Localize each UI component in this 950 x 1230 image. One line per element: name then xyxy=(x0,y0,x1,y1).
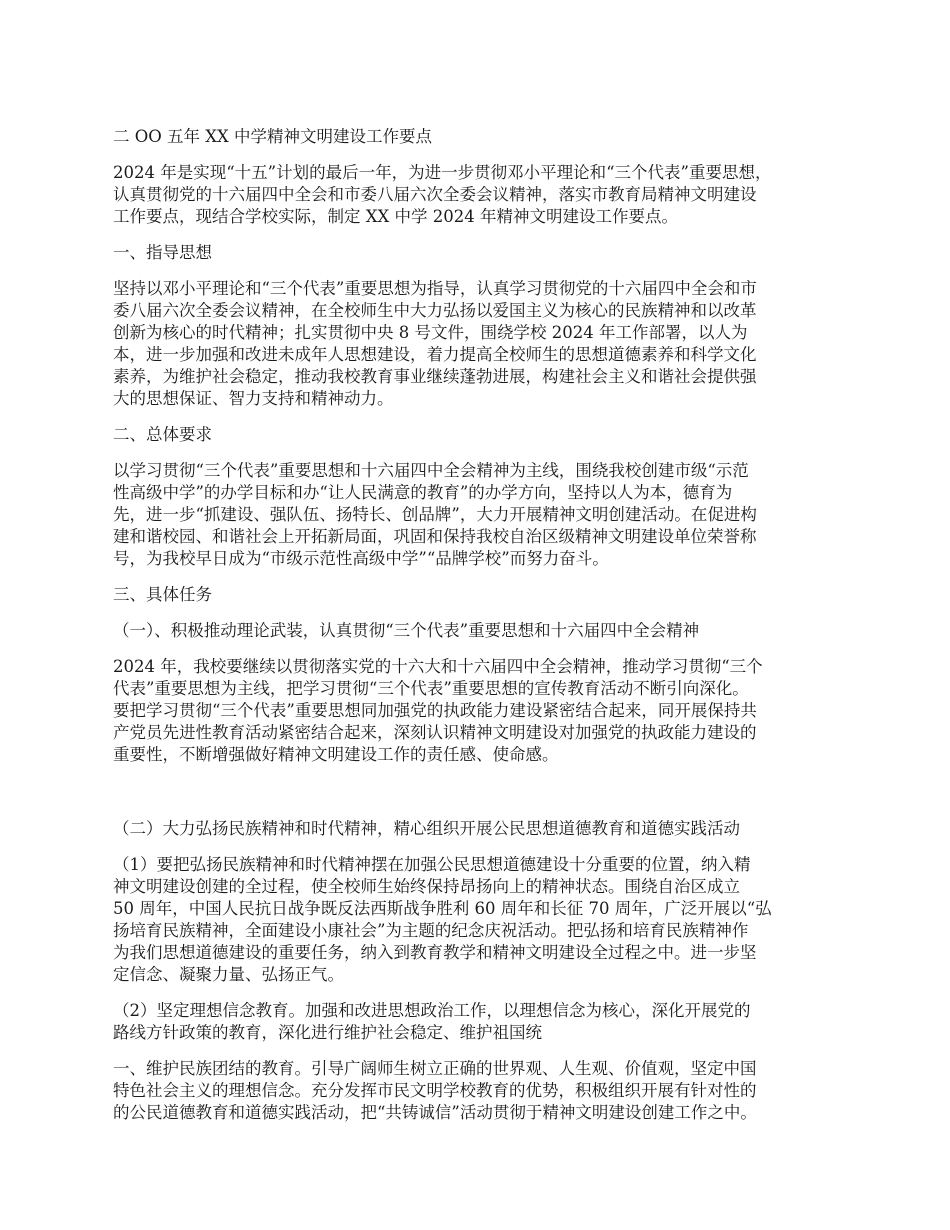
text-line: 重要性，不断增强做好精神文明建设工作的责任感、使命感。 xyxy=(113,745,559,764)
subsection-heading-2: （二）大力弘扬民族精神和时代精神，精心组织开展公民思想道德教育和道德实践活动 xyxy=(113,819,740,838)
text-line: 特色社会主义的理想信念。充分发挥市民文明学校教育的优势，积极组织开展有针对性的 xyxy=(113,1081,757,1100)
subsection-heading-1: （一）、积极推动理论武装，认真贯彻“三个代表”重要思想和十六届四中全会精神 xyxy=(113,621,700,640)
task-1-paragraph xyxy=(113,656,841,766)
section-heading-guiding-thought: 一、指导思想 xyxy=(113,243,212,262)
text-line: 性高级中学”的办学目标和办“让人民满意的教育”的办学方向，坚持以人为本，德育为 xyxy=(113,483,733,502)
text-line: 的公民道德教育和道德实践活动，把“共铸诚信”活动贯彻于精神文明建设创建工作之中。 xyxy=(113,1103,757,1122)
text-line: （1）要把弘扬民族精神和时代精神摆在加强公民思想道德建设十分重要的位置，纳入精 xyxy=(113,855,751,874)
text-line: （2）坚定理想信念教育。加强和改进思想政治工作，以理想信念为核心，深化开展党的 xyxy=(113,1001,751,1020)
text-line: 以学习贯彻“三个代表”重要思想和十六届四中全会精神为主线，围绕我校创建市级“示范 xyxy=(113,461,749,480)
document-title: 二 OO 五年 XX 中学精神文明建设工作要点 xyxy=(113,127,433,146)
task-2-paragraph-1 xyxy=(113,854,841,986)
guiding-thought-paragraph xyxy=(113,278,841,410)
text-line: 路线方针政策的教育，深化进行维护社会稳定、维护祖国统 xyxy=(113,1023,542,1042)
intro-paragraph xyxy=(113,162,841,228)
text-line: 要把学习贯彻“三个代表”重要思想同加强党的执政能力建设紧密结合起来，同开展保持共 xyxy=(113,701,757,720)
text-line: 为我们思想道德建设的重要任务，纳入到教育教学和精神文明建设全过程之中。进一步坚 xyxy=(113,943,757,962)
text-line: 认真贯彻党的十六届四中全会和市委八届六次全委会议精神，落实市教育局精神文明建设 xyxy=(113,185,757,204)
text-line: 50 周年，中国人民抗日战争既反法西斯战争胜利 60 周年和长征 70 周年，广泛开展以“弘 xyxy=(113,899,772,918)
text-line: 坚持以邓小平理论和“三个代表”重要思想为指导，认真学习贯彻党的十六届四中全会和市 xyxy=(113,279,757,298)
text-line: 先，进一步“抓建设、强队伍、扬特长、创品牌”，大力开展精神文明创建活动。在促进构 xyxy=(113,505,757,524)
text-line: 一、维护民族团结的教育。引导广阔师生树立正确的世界观、人生观、价值观，坚定中国 xyxy=(113,1059,757,1078)
text-line: 神文明建设创建的全过程，使全校师生始终保持昂扬向上的精神状态。围绕自治区成立 xyxy=(113,877,740,896)
text-line: 工作要点，现结合学校实际，制定 XX 中学 2024 年精神文明建设工作要点。 xyxy=(113,207,678,226)
text-line: 号，为我校早日成为“市级示范性高级中学”“品牌学校”而努力奋斗。 xyxy=(113,549,609,568)
text-line: 2024 年，我校要继续以贯彻落实党的十六大和十六届四中全会精神，推动学习贯彻“三个 xyxy=(113,657,763,676)
task-2-paragraph-3 xyxy=(113,1058,841,1124)
general-requirements-paragraph xyxy=(113,460,841,570)
text-line: 定信念、凝聚力量、弘扬正气。 xyxy=(113,965,344,984)
blank-space xyxy=(113,780,841,818)
text-line: 建和谐校园、和谐社会上开拓新局面，巩固和保持我校自治区级精神文明建设单位荣誉称 xyxy=(113,527,757,546)
text-line: 本，进一步加强和改进未成年人思想建设，着力提高全校师生的思想道德素养和科学文化 xyxy=(113,345,757,364)
task-2-paragraph-2 xyxy=(113,1000,841,1044)
text-line: 代表”重要思想为主线，把学习贯彻“三个代表”重要思想的宣传教育活动不断引向深化。 xyxy=(113,679,749,698)
document-page xyxy=(113,126,841,1138)
text-line: 产党员先进性教育活动紧密结合起来，深刻认识精神文明建设对加强党的执政能力建设的 xyxy=(113,723,757,742)
text-line: 委八届六次全委会议精神，在全校师生中大力弘扬以爱国主义为核心的民族精神和以改革 xyxy=(113,301,757,320)
text-line: 创新为核心的时代精神；扎实贯彻中央 8 号文件，围绕学校 2024 年工作部署，以人为 xyxy=(113,323,748,342)
text-line: 扬培育民族精神，全面建设小康社会”为主题的纪念庆祝活动。把弘扬和培育民族精神作 xyxy=(113,921,749,940)
text-line: 大的思想保证、智力支持和精神动力。 xyxy=(113,389,394,408)
section-heading-specific-tasks: 三、具体任务 xyxy=(113,585,212,604)
section-heading-general-requirements: 二、总体要求 xyxy=(113,425,212,444)
text-line: 素养，为维护社会稳定，推动我校教育事业继续蓬勃进展，构建社会主义和谐社会提供强 xyxy=(113,367,757,386)
text-line: 2024 年是实现“十五”计划的最后一年，为进一步贯彻邓小平理论和“三个代表”重要思想， xyxy=(113,163,772,182)
